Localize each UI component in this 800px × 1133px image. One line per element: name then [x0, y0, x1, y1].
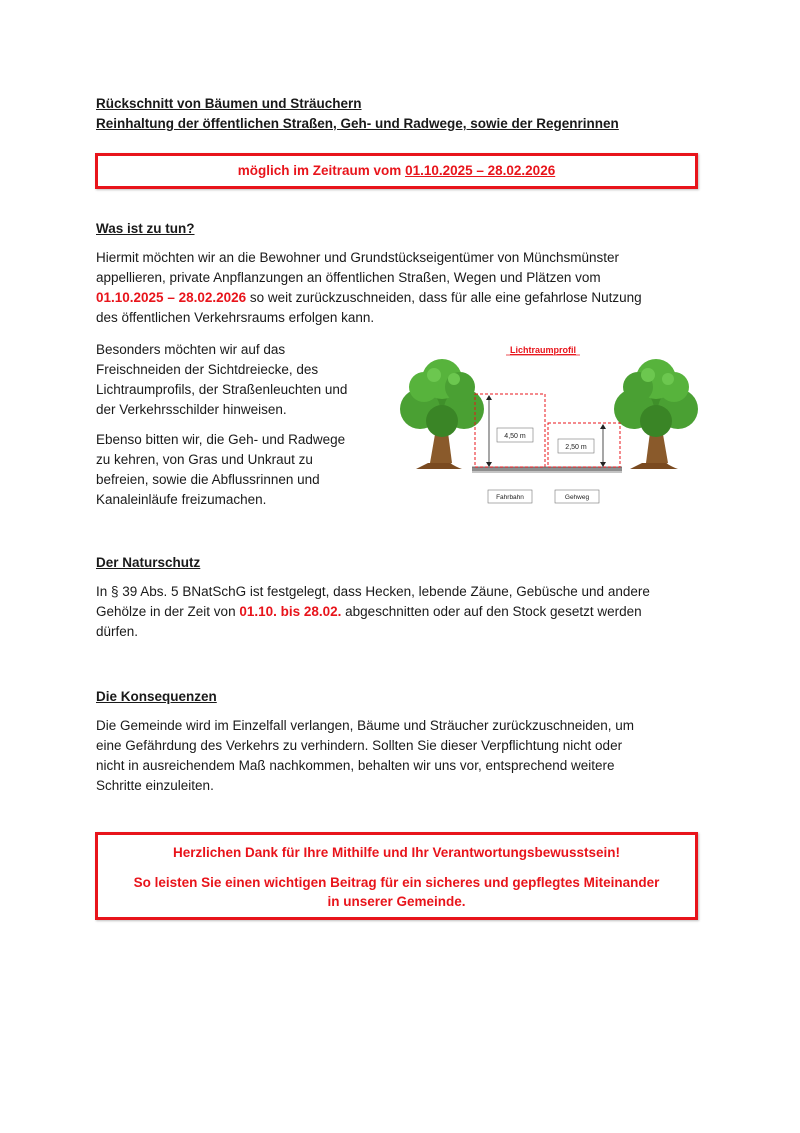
tree-right-icon [614, 359, 698, 469]
road-surface [472, 467, 622, 471]
nature-line3: dürfen. [96, 624, 139, 639]
road-label: Fahrbahn [496, 494, 524, 501]
todo-para2-line2: Freischneiden der Sichtdreiecke, des [96, 362, 319, 377]
heading-consequences: Die Konsequenzen [96, 689, 217, 704]
thanks-line2: So leisten Sie einen wichtigen Beitrag für ein sicheres und gepflegtes Miteinander [133, 875, 660, 890]
title-line-1: Rückschnitt von Bäumen und Sträuchern [96, 96, 362, 111]
todo-para1-line4: des öffentlichen Verkehrsraums erfolgen kann. [96, 310, 375, 325]
todo-para1-line3-rest: so weit zurückzuschneiden, dass für alle eine gefahrlose Nutzung [246, 290, 642, 305]
nature-line2 [96, 602, 642, 622]
consequences-line2: eine Gefährdung des Verkehrs zu verhindern. Sollten Sie dieser Verpflichtung nicht oder [96, 738, 623, 753]
nature-dates: 01.10. bis 28.02. [239, 604, 342, 619]
nature-line2-post: abgeschnitten oder auf den Stock gesetzt werden [341, 604, 642, 619]
todo-para2-line4: der Verkehrsschilder hinweisen. [96, 402, 287, 417]
road-height-label: 4,50 m [504, 433, 526, 440]
diagram-title: Lichtraumprofil [509, 345, 577, 355]
todo-para3-line1: Ebenso bitten wir, die Geh- und Radwege [96, 432, 346, 447]
nature-line1: In § 39 Abs. 5 BNatSchG ist festgelegt, dass Hecken, lebende Zäune, Gebüsche und andere [96, 584, 650, 599]
title-line-2: Reinhaltung der öffentlichen Straßen, Geh- und Radwege, sowie der Regenrinnen [96, 116, 619, 131]
heading-todo: Was ist zu tun? [96, 221, 195, 236]
todo-para3-line2: zu kehren, von Gras und Unkraut zu [96, 452, 313, 467]
period-dates: 01.10.2025 – 28.02.2026 [405, 163, 556, 178]
consequences-line3: nicht in ausreichendem Maß nachkommen, behalten wir uns vor, entsprechend weitere [96, 758, 615, 773]
todo-para2-line3: Lichtraumprofils, der Straßenleuchten und [96, 382, 348, 397]
thanks-box [95, 832, 698, 920]
tree-left-icon [400, 359, 484, 469]
period-prefix: möglich im Zeitraum vom [237, 163, 406, 178]
walkway-label: Gehweg [564, 494, 590, 501]
thanks-line3: in unserer Gemeinde. [327, 894, 466, 909]
todo-para1-line3 [96, 288, 642, 308]
nature-line2-pre: Gehölze in der Zeit von [96, 604, 240, 619]
lichtraumprofil-diagram [390, 335, 720, 515]
heading-nature: Der Naturschutz [96, 555, 201, 570]
todo-para3-line4: Kanaleinläufe freizumachen. [96, 492, 267, 507]
todo-para1-line2: appellieren, private Anpflanzungen an öffentlichen Straßen, Wegen und Plätzen vom [96, 270, 601, 285]
todo-para1-line1: Hiermit möchten wir an die Bewohner und Grundstückseigentümer von Münchsmünster [96, 250, 619, 265]
walkway-height-label: 2,50 m [565, 444, 587, 451]
todo-para2-line1: Besonders möchten wir auf das [96, 342, 286, 357]
todo-para1-dates: 01.10.2025 – 28.02.2026 [96, 290, 247, 305]
thanks-line1: Herzlichen Dank für Ihre Mithilfe und Ihr Verantwortungsbewusstsein! [172, 845, 621, 860]
consequences-line4: Schritte einzuleiten. [96, 778, 214, 793]
period-box [95, 153, 698, 189]
todo-para3-line3: befreien, sowie die Abflussrinnen und [96, 472, 320, 487]
consequences-line1: Die Gemeinde wird im Einzelfall verlangen, Bäume und Sträucher zurückzuschneiden, um [96, 718, 635, 733]
